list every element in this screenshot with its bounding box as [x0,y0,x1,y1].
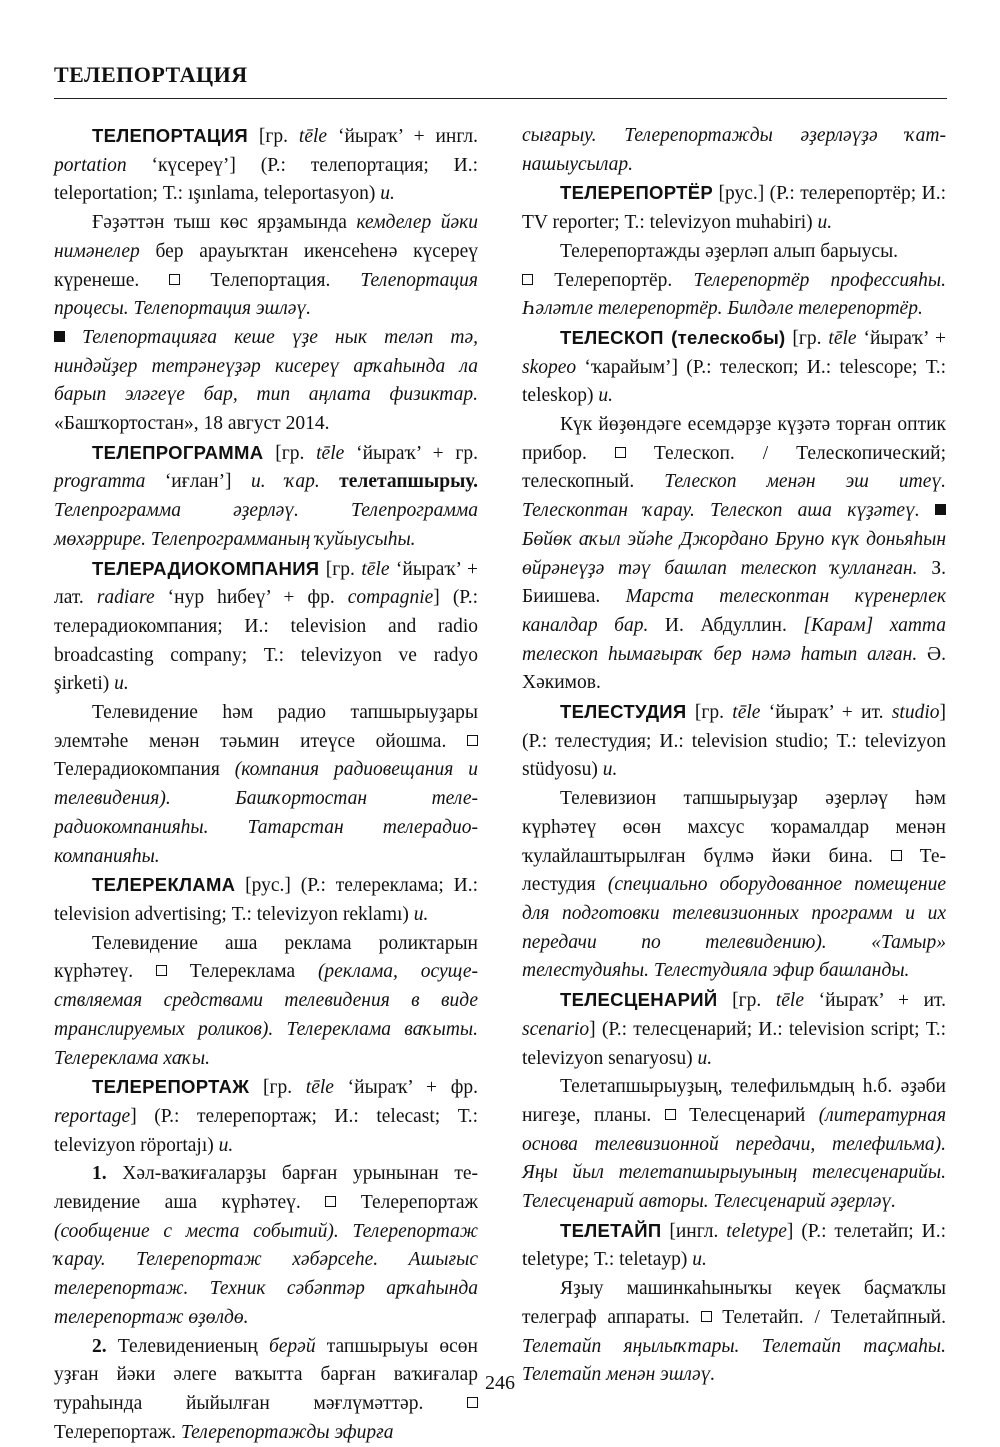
open-square-icon [467,1397,478,1408]
header-rule [54,98,947,99]
headword: ТЕЛЕРЕПОРТЁР [560,182,714,204]
headword: ТЕЛЕСТУДИЯ [560,701,687,723]
entry-teleskop: ТЕЛЕСКОП (телескобы) [гр. tēle ‘йыраҡ’ + skopeo ‘ҡарайым’] (Р.: телескоп; И.: telescope; Т.: teleskop) и. [522,326,946,407]
entry-teleprogramma: ТЕЛЕПРОГРАММА [гр. tēle ‘йыраҡ’ + гр. programma ‘иғлан’] и. ҡар. телетапшырыу. Телепрограмма әҙерләү. Телепрограмма мөхәррире. Телепрограмманың ҡуйыусыһы. [54,441,479,550]
headword: ТЕЛЕРЕКЛАМА [92,874,236,896]
continued-text: сығарыу. Телерепортажды әҙерләүҙә ҡатнашыусылар. [522,125,946,175]
entry-teletayp: ТЕЛЕТАЙП [ингл. teletype] (Р.: телетайп; И.: teletype; Т.: teletayp) и. [522,1219,946,1271]
entry-telereportazh: ТЕЛЕРЕПОРТАЖ [гр. tēle ‘йыраҡ’ + фр. reportage] (Р.: телерепортаж; И.: telecast; Т.: televizyon röportajı) и. [54,1076,478,1156]
right-column [522,122,946,1390]
open-square-icon [665,1109,676,1120]
running-title: ТЕЛЕПОРТАЦИЯ [54,62,248,87]
sense-2: 2. Телевидениеның берәй тапшырыуы өсөн уҙған йәки әлеге ваҡытта барған ваҡиғалар тураһында йыйылған мәғлүмәттәр. Телерепортаж. Телерепортажды эфирға [54,1335,478,1443]
open-square-icon [615,447,626,458]
definition: Телерепортажды әҙерләп алып барыусы. [560,240,899,262]
definition: Телевизион тапшырыуҙар әҙерләү һәм күрһәтеү өсөн махсус ҡорамалдар менән ҡулайлаштырылған бүлмә йәки бина. Телестудия (специально оборудованное помещение для подготовки телевизионных программ и их передачи по телевидению). «Тамыр» телестудияһы. Телестудияла эфир башланды. [522,788,947,982]
sense-1: 1. Хәл-ваҡиғаларҙы барған урынынан телевидение аша күрһәтеү. Телерепортаж (сообщение с места событий). Телерепортаж ҡарау. Телерепортаж хәбәрсеһе. Ашығыс телерепортаж. Техник сәбәптәр арҡаһында телерепортаж өҙөлдө. [54,1163,479,1328]
definition: Яҙыу машинкаһыныҡы кеүек баҫмаҡлы телеграф аппараты. Телетайп. / Телетайпный. Телетайп яңылыҡтары. Телетайп таҫмаһы. Телетайп менән эшләү. [522,1278,946,1386]
open-square-icon [325,1196,336,1207]
left-column [54,122,478,1447]
headword: ТЕЛЕТАЙП [560,1219,662,1241]
entry-telestudiya: ТЕЛЕСТУДИЯ [гр. tēle ‘йыраҡ’ + ит. studio] (Р.: телестудия; И.: television studio; Т.: televizyon stüdyosu) и. [522,701,946,781]
entry-telereklama: ТЕЛЕРЕКЛАМА [рус.] (Р.: телереклама; И.: television advertising; Т.: televizyon reklamı) и. [54,874,478,925]
definition: Телетапшырыуҙың, телефильмдың һ.б. әҙәби нигеҙе, планы. Телесценарий (литературная основа телевизионной передачи, телефильма). Яңы йыл телетапшырыуының телесценарийы. Телесценарий авторы. Телесценарий әҙерләү. [522,1076,947,1213]
entry-telestsenariy: ТЕЛЕСЦЕНАРИЙ [гр. tēle ‘йыраҡ’ + ит. scenario] (Р.: телесценарий; И.: television script; Т.: televizyon senaryosu) и. [522,989,946,1069]
headword: ТЕЛЕРАДИОКОМПАНИЯ [92,557,320,579]
open-square-icon [522,274,533,285]
page-number: 246 [485,1372,515,1394]
entry-telereporter: ТЕЛЕРЕПОРТЁР [рус.] (Р.: телерепортёр; И.: TV reporter; Т.: televizyon muhabiri) и. [522,182,946,234]
citation: Телепортацияға кеше үҙе нык теләп тә, ниндәйҙер тетрәнеүҙәр кисереү арҡаһында ла барып эләгеүе бар, тип аңлата физиктар. «Башҡортостан», 18 август 2014. [54,326,478,435]
definition: Күк йөҙөндәге есемдәрҙе күҙәтә торған оптик прибор. Телескоп. / Телескопический; телескопный. Телескоп менән эш итеү. Телескоптан ҡарау. Телескоп аша күҙәтеү. Бөйөк аҡыл эйәһе Джордано Бруно күк доньяһын өйрәнеүҙә тәү башлап телескоп ҡулланған. З. Биишева. Марста телескоптан күренерлек каналдар бар. И. Абдуллин. [Карам] хатта телескоп һымағыраҡ бер нәмә һатып алған. Ә. Хәкимов. [522,414,946,694]
open-square-icon [169,274,180,285]
headword: ТЕЛЕСЦЕНАРИЙ [560,989,718,1011]
definition: Телевидение аша реклама роликтарын күрһәтеү. Телереклама (реклама, осуществляемая средствами телевидения в виде транслируемых роликов). Телереклама ваҡыты. Телереклама хаҡы. [54,932,478,1069]
filled-square-icon [54,331,65,342]
open-square-icon [467,735,478,746]
headword: ТЕЛЕПРОГРАММА [92,441,264,463]
headword: ТЕЛЕСКОП (телескобы) [560,326,786,348]
headword: ТЕЛЕПОРТАЦИЯ [92,125,248,146]
entry-teleportatsiya: ТЕЛЕПОРТАЦИЯ [гр. tēle ‘йыраҡ’ + ингл. portation ‘күсереү’] (Р.: телепортация; И.: teleportation; Т.: ışınlama, teleportasyon) и. [54,125,478,205]
open-square-icon [156,965,167,976]
entry-teleradiokompaniya: ТЕЛЕРАДИОКОМПАНИЯ [гр. tēle ‘йыраҡ’ + лат. radiare ‘нур һибеү’ + фр. compagnie] (Р.: телерадиокомпания; И.: television and radio broadcasting company; Т.: televizyon ve radyo şirketi) и. [54,557,479,695]
examples: Телерепортёр. Телерепортёр профессияһы. Һәләтле телерепортёр. Билдәле телерепортёр. [522,269,946,320]
filled-square-icon [935,504,946,515]
open-square-icon [701,1311,712,1322]
definition: Ғәҙәттән тыш көс ярҙамында кемделер йәки нимәнелер бер араyыҡтан икенсеһенә күсереү күренеше. Телепортация. Телепортация процесы. Телепортация эшләү. [54,212,479,320]
headword: ТЕЛЕРЕПОРТАЖ [92,1076,250,1098]
open-square-icon [891,850,902,861]
definition: Телевидение һәм радио тапшырыуҙары элемтәһе менән тәьмин итеүсе ойошма. Телерадиокомпания (компания радиовещания и телевидения). Башҡортостан телерадиокомпанияһы. Татарстан телерадиокомпанияһы. [54,702,479,867]
